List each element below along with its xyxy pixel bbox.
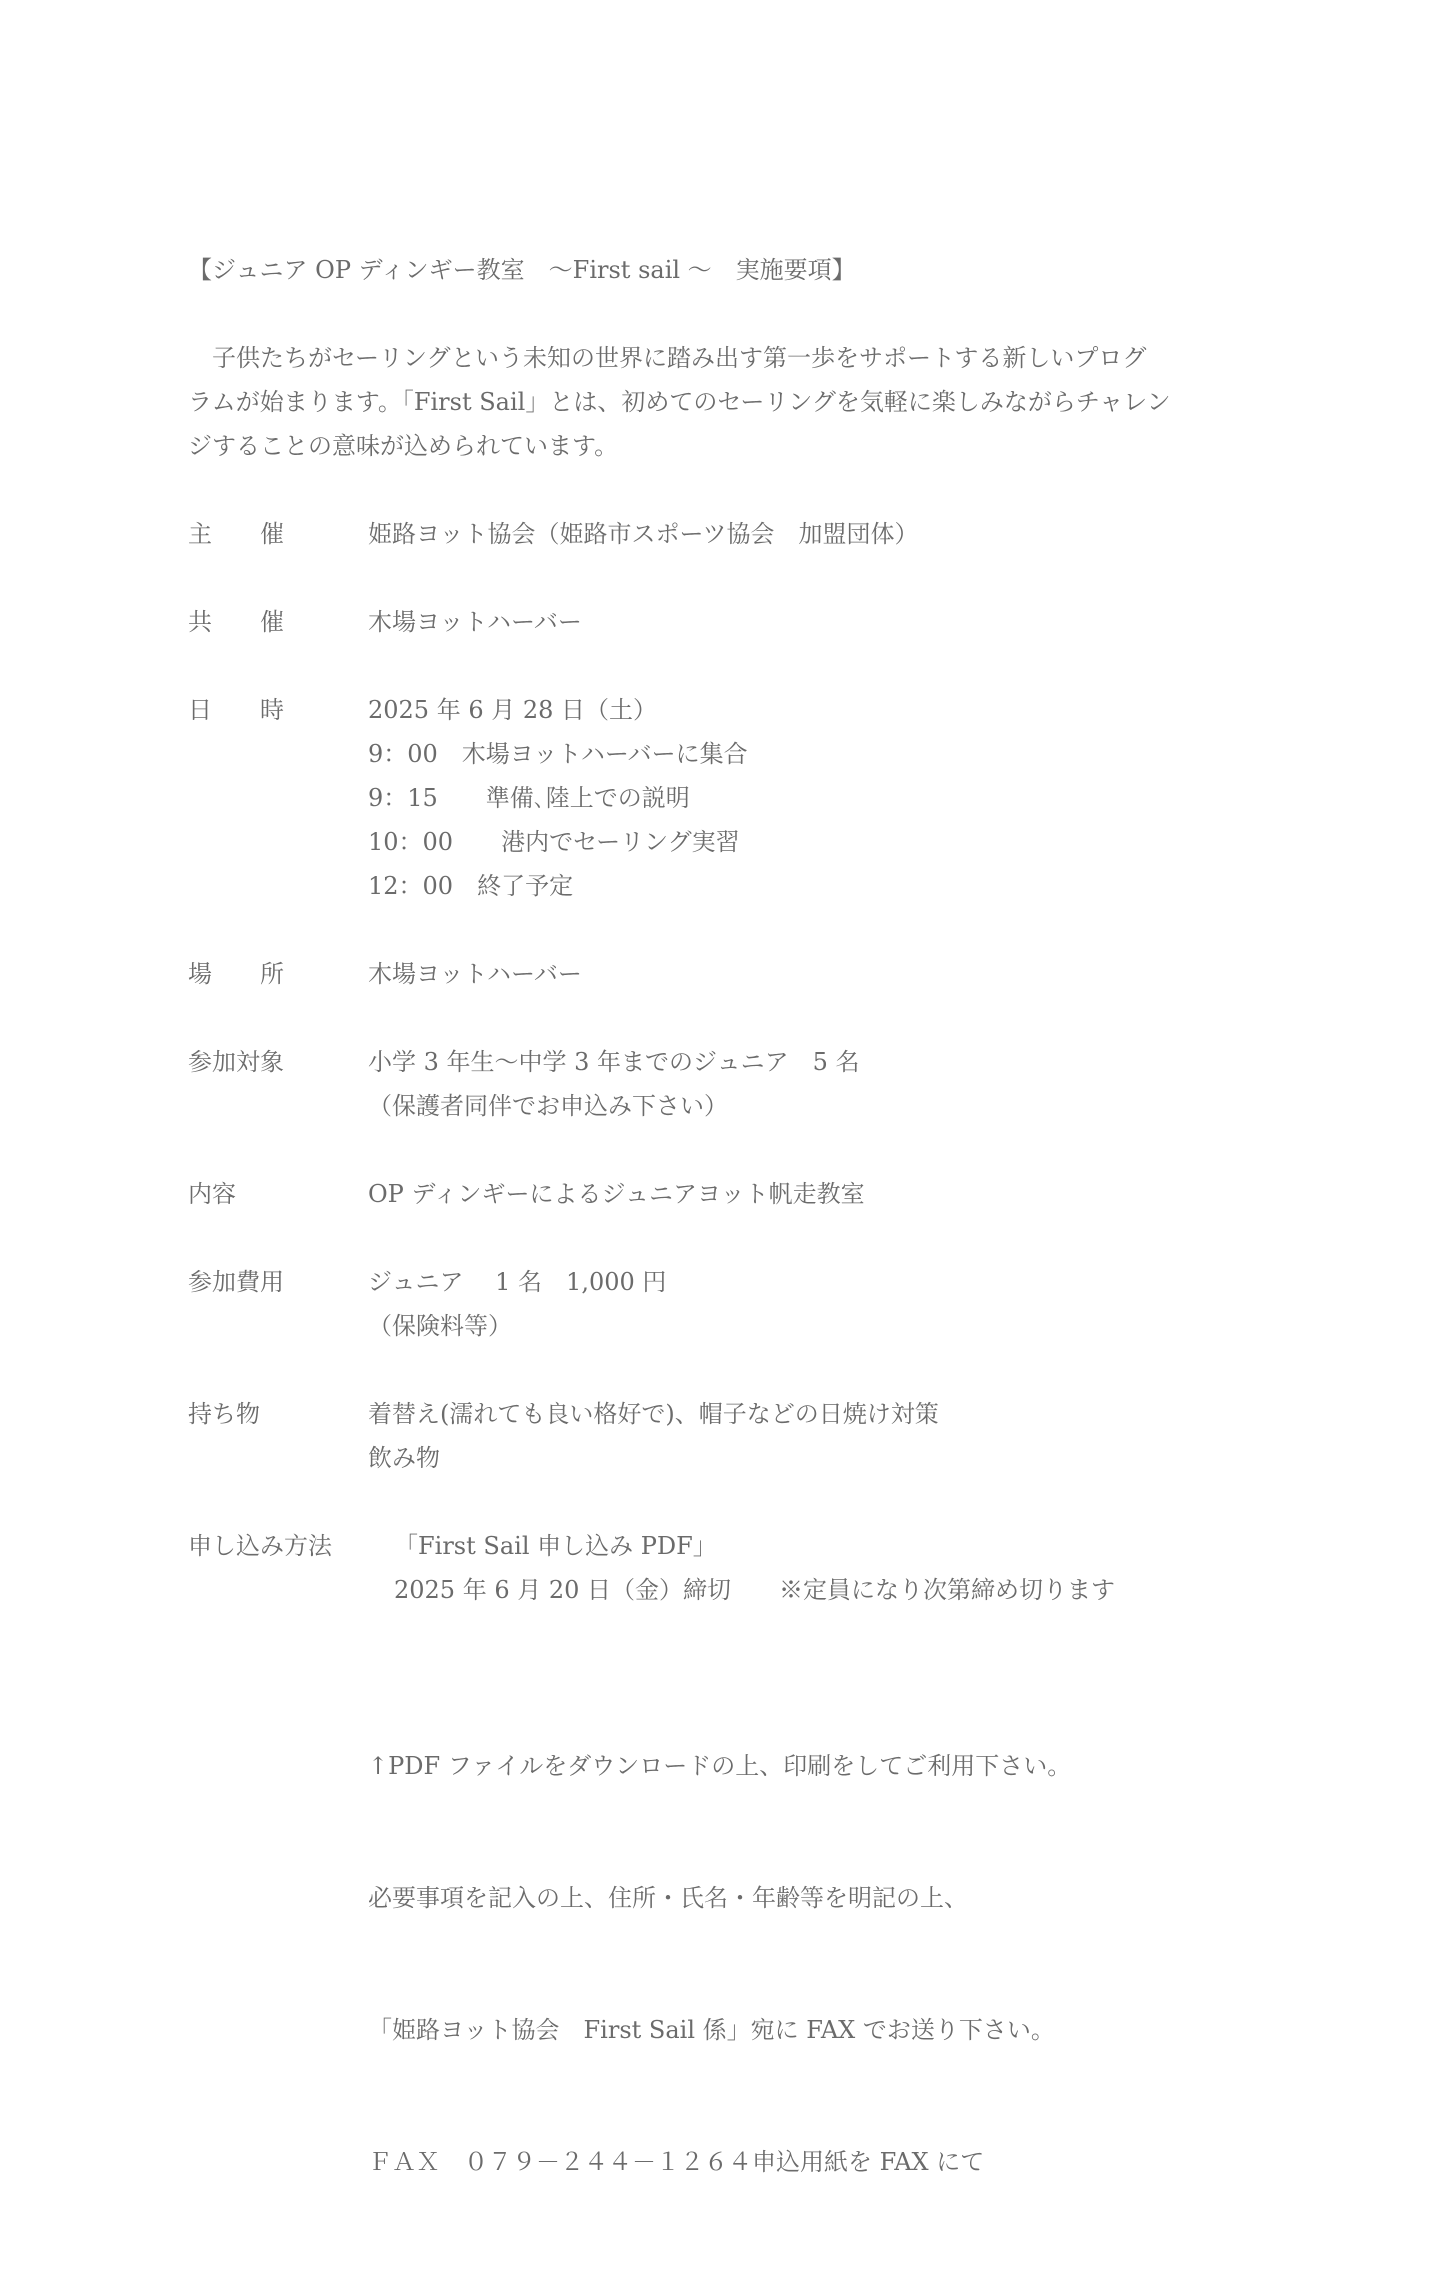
items-line: 着替え(濡れても良い格好で)、帽子などの日焼け対策	[368, 1400, 939, 1428]
schedule-line: 10：00 港内でセーリング実習	[368, 828, 740, 856]
content-row	[188, 1172, 1298, 1216]
items-label: 持ち物	[188, 1400, 260, 1428]
apply-row	[188, 1524, 1298, 2176]
content-label: 内容	[188, 1180, 236, 1208]
fee-label: 参加費用	[188, 1268, 284, 1296]
fee-value	[368, 1260, 1298, 1348]
apply-pdf-link[interactable]: 「First Sail 申し込み PDF」	[394, 1532, 717, 1560]
place-value	[368, 952, 1298, 996]
apply-value	[368, 1524, 1298, 2176]
intro-line: ラムが始まります。「First Sail」とは、初めてのセーリングを気軽に楽しみながらチャレン	[188, 388, 1171, 416]
target-line: （保護者同伴でお申込み下さい）	[368, 1092, 728, 1120]
apply-note-line: 必要事項を記入の上、住所・氏名・年齢等を明記の上、	[368, 1884, 968, 1912]
target-value	[368, 1040, 1298, 1128]
datetime-value	[368, 688, 1298, 908]
datetime-label: 日 時	[188, 696, 284, 724]
apply-label: 申し込み方法	[188, 1532, 332, 1560]
intro-line: 子供たちがセーリングという未知の世界に踏み出す第一歩をサポートする新しいプログ	[188, 344, 1147, 372]
organizer-label: 主 催	[188, 520, 284, 548]
target-label: 参加対象	[188, 1048, 284, 1076]
document-body	[188, 248, 1298, 2176]
schedule-line: 9：15 準備､陸上での説明	[368, 784, 690, 812]
target-row	[188, 1040, 1298, 1128]
place-line: 木場ヨットハーバー	[368, 960, 582, 988]
fee-row	[188, 1260, 1298, 1348]
cohost-value	[368, 600, 1298, 644]
fee-line: ジュニア 1 名 1,000 円	[368, 1268, 667, 1296]
apply-note-line: ↑PDF ファイルをダウンロードの上、印刷をしてご利用下さい。	[368, 1752, 1072, 1780]
organizer-row	[188, 512, 1298, 556]
organizer-value	[368, 512, 1298, 556]
items-value	[368, 1392, 1298, 1480]
content-value	[368, 1172, 1298, 1216]
content-line: OP ディンギーによるジュニアヨット帆走教室	[368, 1180, 865, 1208]
items-row	[188, 1392, 1298, 1480]
document-title: 【ジュニア OP ディンギー教室 〜First sail 〜 実施要項】	[188, 256, 856, 284]
apply-note-line: 「姫路ヨット協会 First Sail 係」宛に FAX でお送り下さい。	[368, 2016, 1055, 2044]
datetime-line: 2025 年 6 月 28 日（土）	[368, 696, 658, 724]
intro-line: ジすることの意味が込められています。	[188, 432, 619, 460]
intro-paragraph	[188, 336, 1298, 468]
items-line: 飲み物	[368, 1444, 440, 1472]
target-line: 小学 3 年生〜中学 3 年までのジュニア 5 名	[368, 1048, 860, 1076]
cohost-row	[188, 600, 1298, 644]
cohost-line: 木場ヨットハーバー	[368, 608, 582, 636]
place-label: 場 所	[188, 960, 284, 988]
organizer-line: 姫路ヨット協会（姫路市スポーツ協会 加盟団体）	[368, 520, 919, 548]
datetime-row	[188, 688, 1298, 908]
place-row	[188, 952, 1298, 996]
apply-deadline: 2025 年 6 月 20 日（金）締切 ※定員になり次第締め切ります	[394, 1576, 1116, 1604]
fee-line: （保険料等）	[368, 1312, 512, 1340]
schedule-line: 12：00 終了予定	[368, 872, 574, 900]
apply-notes	[368, 1656, 1298, 2176]
apply-fax-line: ＦＡＸ ０７９－２４４－１２６４申込用紙を FAX にて	[368, 2148, 985, 2176]
schedule-line: 9：00 木場ヨットハーバーに集合	[368, 740, 748, 768]
cohost-label: 共 催	[188, 608, 284, 636]
